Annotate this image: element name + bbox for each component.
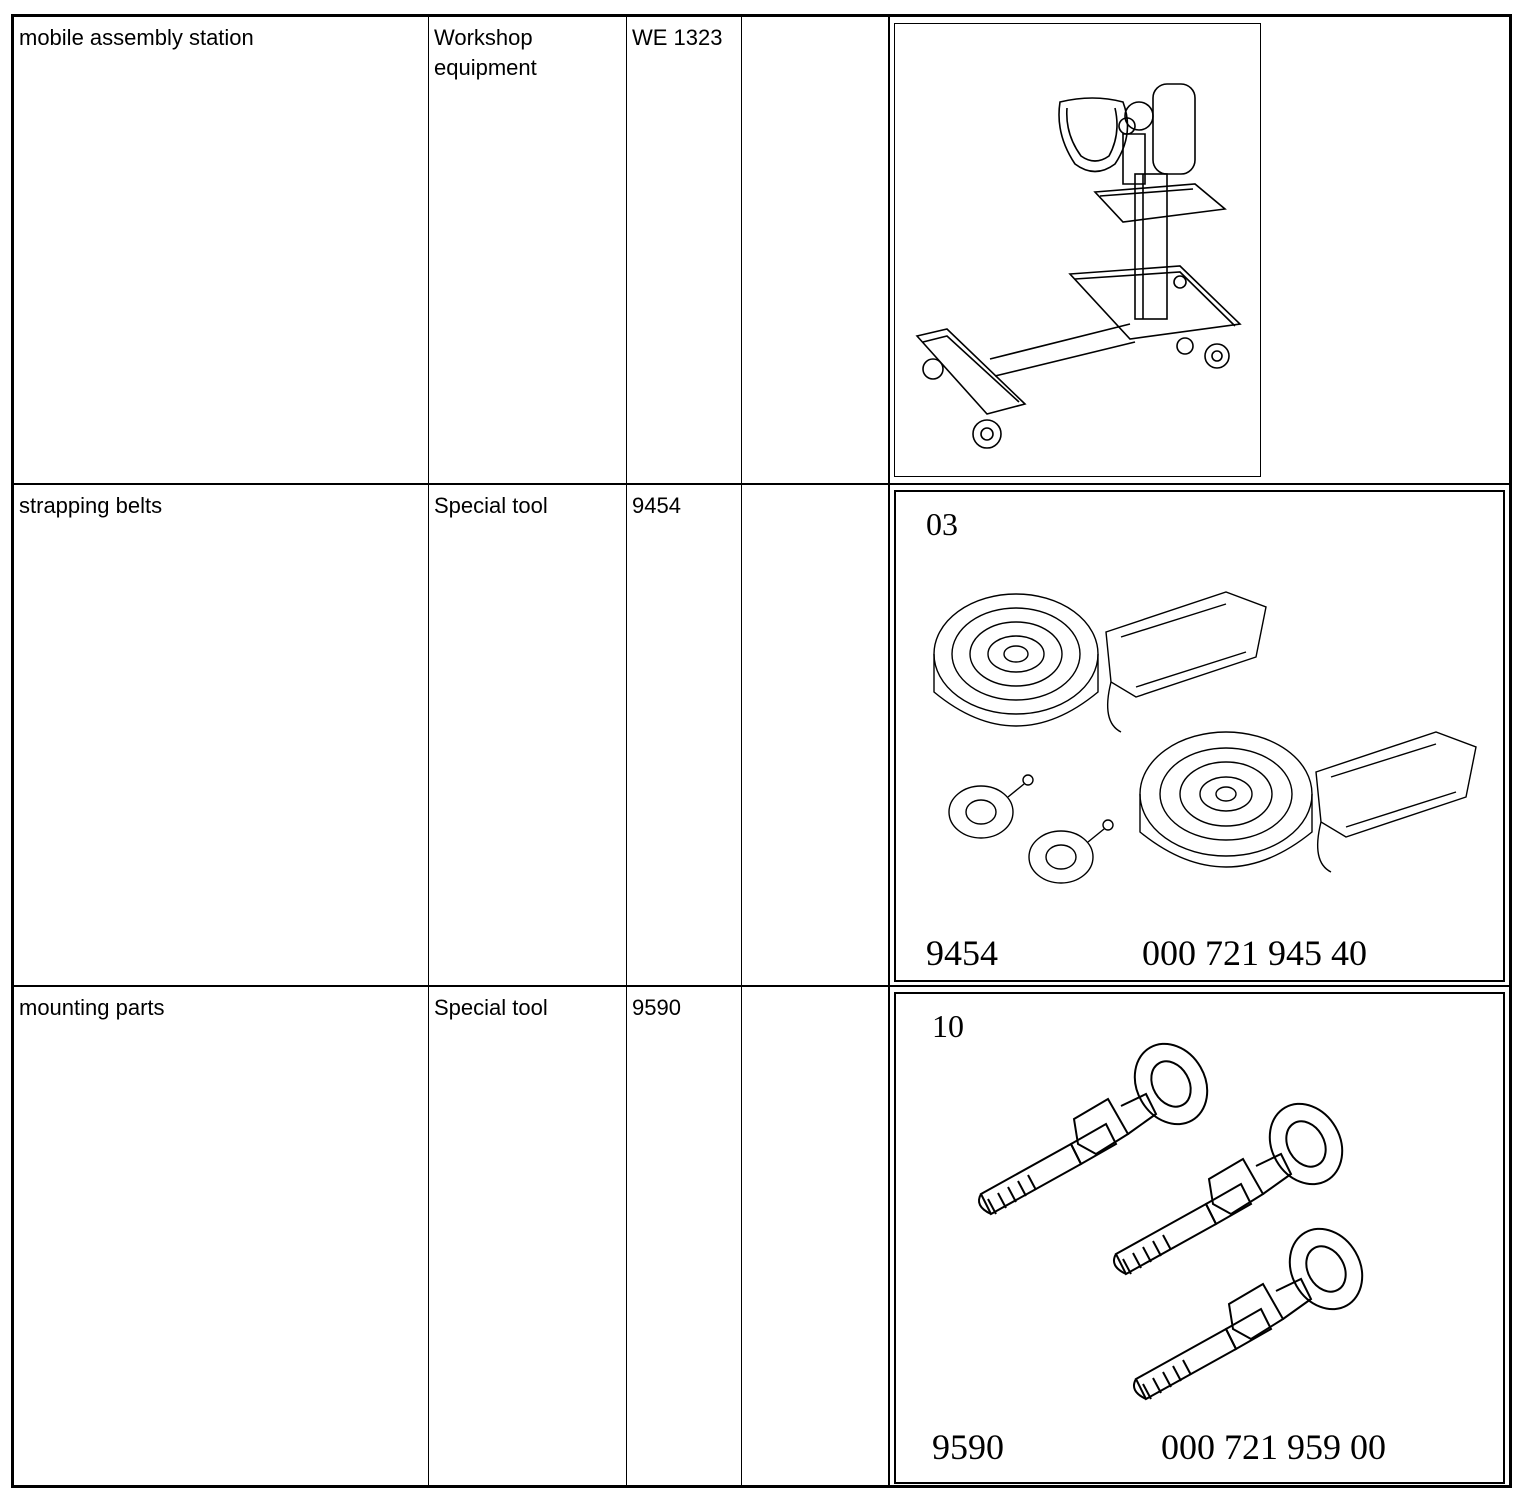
category-cell: Special tool [434, 493, 548, 518]
number-cell: 9454 [632, 493, 681, 518]
category-cell: Workshop equipment [434, 25, 537, 80]
strapping-belts-drawing [894, 490, 1505, 982]
table-row [14, 485, 1509, 987]
figure-tool-number: 9454 [926, 933, 998, 973]
mounting-bolts-drawing [894, 992, 1505, 1484]
figure-index: 03 [926, 506, 958, 542]
assembly-stand-drawing [894, 23, 1261, 477]
category-cell: Special tool [434, 995, 548, 1020]
table-row [14, 987, 1509, 1485]
description-cell: mobile assembly station [19, 25, 254, 50]
tools-table [11, 14, 1512, 1488]
description-cell: strapping belts [19, 493, 163, 518]
figure-tool-number: 9590 [932, 1427, 1004, 1467]
description-cell: mounting parts [19, 995, 165, 1020]
figure-index: 10 [932, 1008, 964, 1044]
number-cell: WE 1323 [632, 25, 723, 50]
figure-part-number: 000 721 959 00 [1161, 1427, 1386, 1467]
table-row [14, 17, 1509, 485]
number-cell: 9590 [632, 995, 681, 1020]
figure-part-number: 000 721 945 40 [1142, 933, 1367, 973]
